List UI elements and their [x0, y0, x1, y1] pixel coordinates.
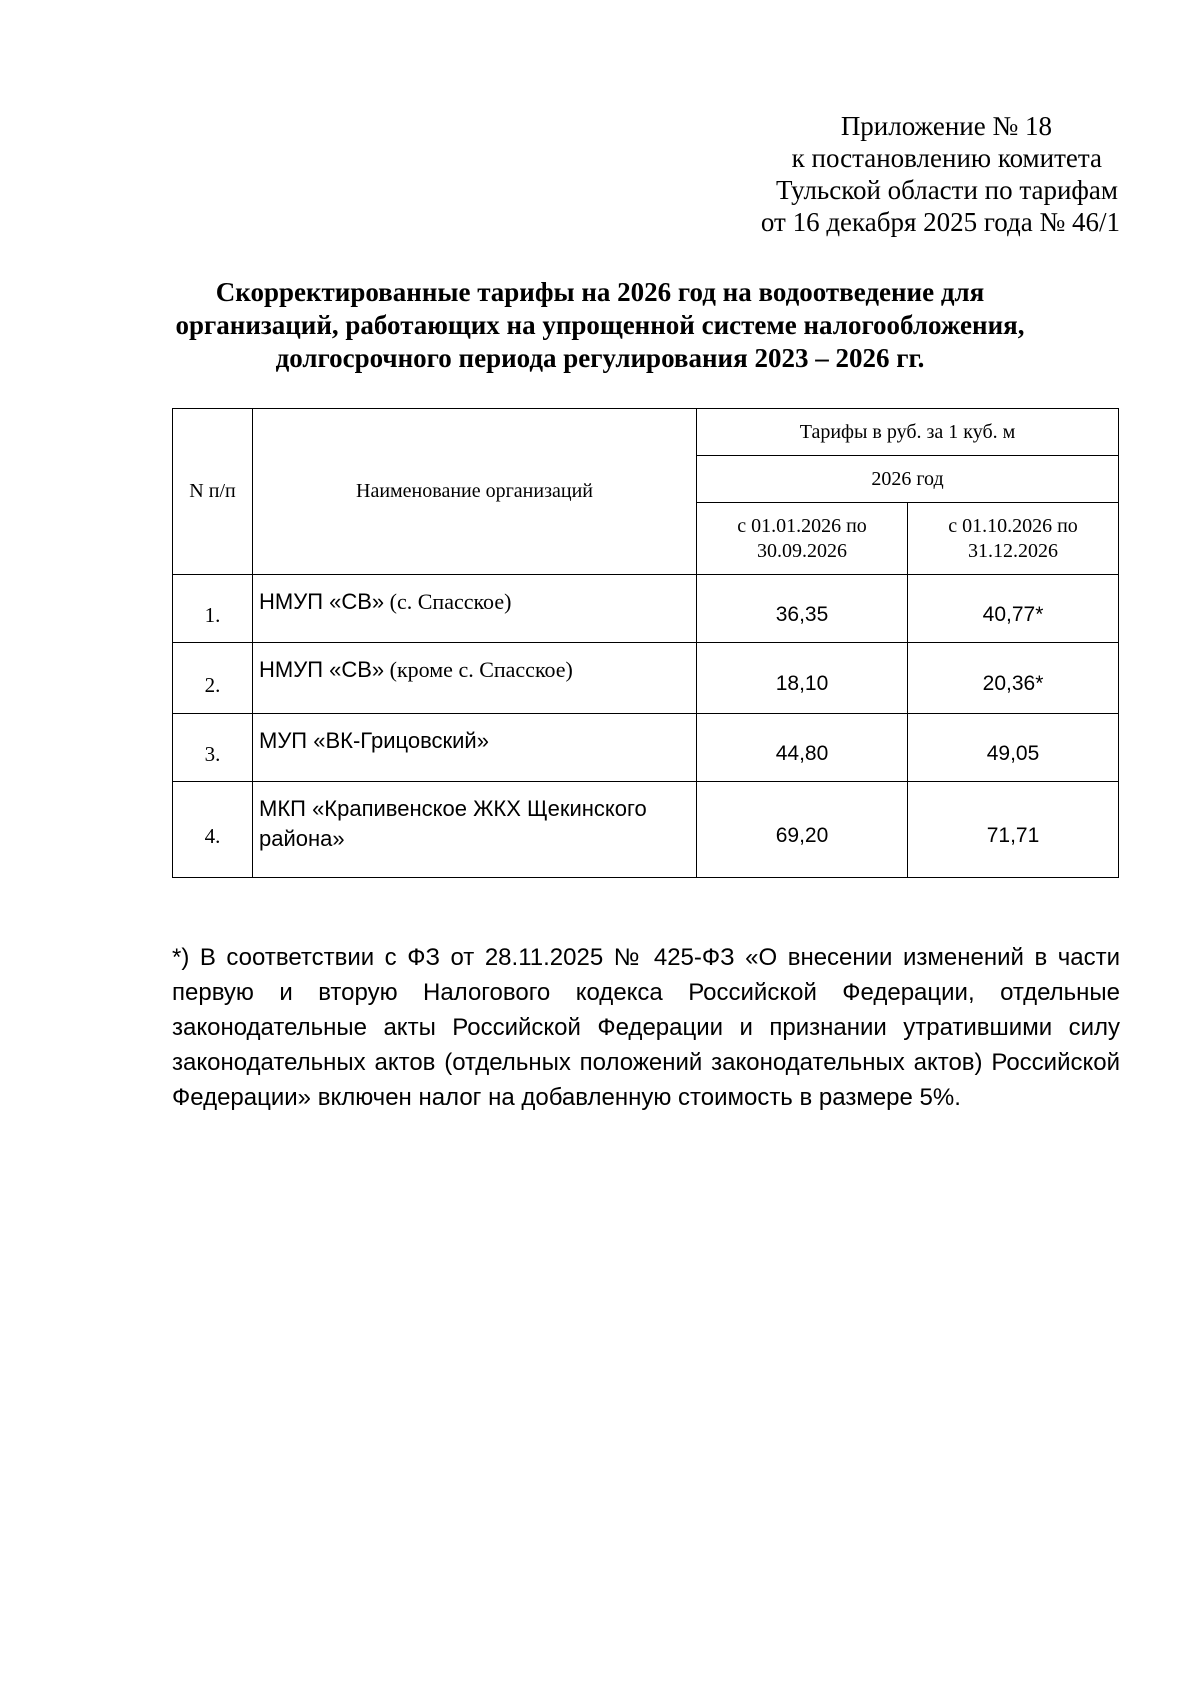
- organization-title: НМУП «СВ»: [259, 589, 385, 614]
- organization-name: [253, 782, 697, 878]
- row-number: 2.: [173, 643, 253, 714]
- row-number: 4.: [173, 782, 253, 878]
- organization-name: [253, 575, 697, 643]
- tariff-period-1: 36,35: [697, 575, 908, 643]
- appendix-header: [560, 110, 1120, 238]
- header-period-2-to: 31.12.2026: [968, 539, 1058, 562]
- table-row: [173, 643, 1119, 714]
- document-title: [150, 276, 1050, 375]
- header-tariffs: Тарифы в руб. за 1 куб. м: [697, 409, 1119, 456]
- header-num: N п/п: [173, 409, 253, 575]
- tariff-period-2: 49,05: [908, 714, 1119, 782]
- header-period-2: [908, 503, 1119, 575]
- row-number: 1.: [173, 575, 253, 643]
- appendix-resolution: к постановлению комитета: [791, 143, 1102, 173]
- footnote: *) В соответствии с ФЗ от 28.11.2025 № 425-ФЗ «О внесении изменений в части первую и вторую Налогового кодекса Российской Федерации, отдельные законодательные акты Российской Федерации и признании утратившими силу законодательных актов (отдельных положений законодательных актов) Российской Федерации» включен налог на добавленную стоимость в размере 5%.: [172, 944, 1120, 1111]
- appendix-date: от 16 декабря 2025 года № 46/1: [760, 207, 1120, 237]
- tariff-period-2: 40,77*: [908, 575, 1119, 643]
- table-row: [173, 714, 1119, 782]
- organization-location: (кроме с. Спасское): [384, 657, 573, 682]
- title-line-3: долгосрочного периода регулирования 2023 – 2026 гг.: [275, 343, 925, 373]
- header-period-2-from: с 01.10.2026 по: [948, 514, 1078, 537]
- organization-name: [253, 714, 697, 782]
- table-row: [173, 575, 1119, 643]
- organization-location: (с. Спасское): [384, 589, 512, 614]
- table-row: [173, 782, 1119, 878]
- header-period-1-to: 30.09.2026: [757, 539, 847, 562]
- tariff-period-1: 69,20: [697, 782, 908, 878]
- tariff-period-1: 18,10: [697, 643, 908, 714]
- organization-title: МУП «ВК-Грицовский»: [259, 728, 489, 753]
- organization-title: МКП «Крапивенское ЖКХ Щекинского района»: [259, 796, 647, 851]
- header-period-1: [697, 503, 908, 575]
- organization-title: НМУП «СВ»: [259, 657, 385, 682]
- title-line-1: Скорректированные тарифы на 2026 год на водоотведение для: [215, 277, 985, 307]
- appendix-number: Приложение № 18: [840, 111, 1052, 141]
- organization-name: [253, 643, 697, 714]
- row-number: 3.: [173, 714, 253, 782]
- tariff-period-1: 44,80: [697, 714, 908, 782]
- tariff-table: [172, 408, 1119, 878]
- appendix-committee: Тульской области по тарифам: [775, 175, 1118, 205]
- header-name: Наименование организаций: [253, 409, 697, 575]
- header-period-1-from: с 01.01.2026 по: [737, 514, 867, 537]
- tariff-period-2: 71,71: [908, 782, 1119, 878]
- title-line-2: организаций, работающих на упрощенной системе налогообложения,: [175, 310, 1025, 340]
- header-year: 2026 год: [697, 456, 1119, 503]
- tariff-period-2: 20,36*: [908, 643, 1119, 714]
